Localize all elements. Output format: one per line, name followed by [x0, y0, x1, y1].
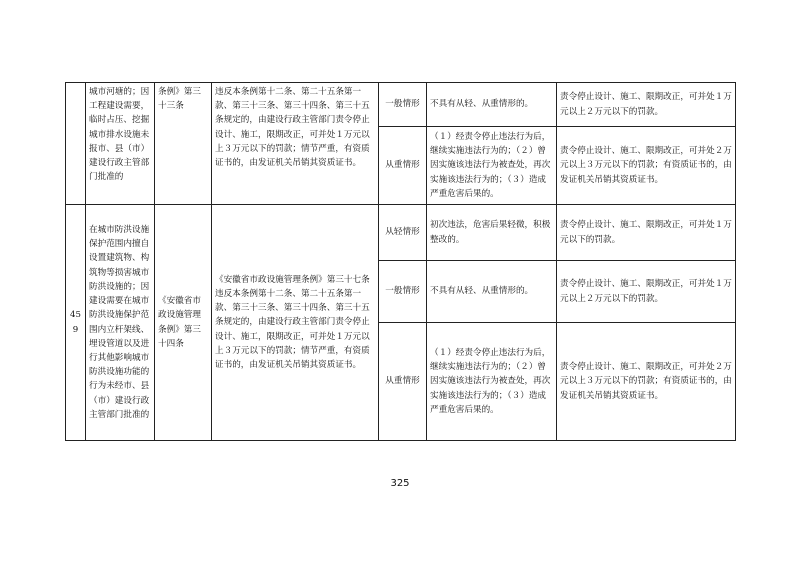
circumstance-condition: （１）经责令停止违法行为后，继续实施违法行为的；（２）曾因实施该违法行为被查处，再次实施该违法行为的；（３）造成严重危害后果的。 [427, 323, 557, 441]
item-number-cell [66, 83, 86, 205]
penalty-standard: 责令停止设计、施工、限期改正，可并处２万元以上３万元以下的罚款；有资质证书的，由发证机关吊销其资质证书。 [557, 323, 736, 441]
circumstance-label: 从重情形 [379, 127, 427, 205]
penalty-standards-table [65, 82, 736, 441]
circumstance-label: 一般情形 [379, 261, 427, 323]
penalty-standard: 责令停止设计、施工、限期改正，可并处１万元以上２万元以下的罚款。 [557, 261, 736, 323]
penalty-standard: 责令停止设计、施工、限期改正，可并处１万元以上２万元以下的罚款。 [557, 83, 736, 127]
penalty-provision-cell: 《安徽省市政设施管理条例》第三十七条 违反本条例第十二条、第二十五条第一款、第三十三条、第三十四条、第三十五条规定的，由建设行政主管部门责令停止设计、施工，限期改正，可并处１万元以上３万元以下的罚款；情节严重，有资质证书的，由发证机关吊销其资质证书。 [212, 205, 379, 441]
circumstance-label: 一般情形 [379, 83, 427, 127]
circumstance-condition: 不具有从轻、从重情形的。 [427, 261, 557, 323]
circumstance-condition: 不具有从轻、从重情形的。 [427, 83, 557, 127]
legal-basis-cell: 条例》第三十三条 [155, 83, 212, 205]
penalty-standard: 责令停止设计、施工、限期改正，可并处２万元以上３万元以下的罚款；有资质证书的，由发证机关吊销其资质证书。 [557, 127, 736, 205]
violation-behavior-cell: 在城市防洪设施保护范围内擅自设置建筑物、构筑物等损害城市防洪设施的；因建设需要在城市防洪设施保护范围内立杆架线、埋设管道以及进行其他影响城市防洪设施功能的行为未经市、县（市）建设行政主管部门批准的 [86, 205, 155, 441]
item-number-cell: 459 [66, 205, 86, 441]
table-row [66, 205, 736, 261]
circumstance-label: 从重情形 [379, 323, 427, 441]
circumstance-condition: （１）经责令停止违法行为后，继续实施违法行为的；（２）曾因实施该违法行为被查处，再次实施该违法行为的；（３）造成严重危害后果的。 [427, 127, 557, 205]
penalty-provision-cell: 违反本条例第十二条、第二十五条第一款、第三十三条、第三十四条、第三十五条规定的，由建设行政主管部门责令停止设计、施工，限期改正，可并处１万元以上３万元以下的罚款；情节严重，有资质证书的，由发证机关吊销其资质证书。 [212, 83, 379, 205]
legal-basis-cell: 《安徽省市政设施管理条例》第三十四条 [155, 205, 212, 441]
circumstance-label: 从轻情形 [379, 205, 427, 261]
page-number: 325 [390, 478, 410, 489]
violation-behavior-cell: 城市河塘的；因工程建设需要，临时占压、挖掘城市排水设施未报市、县（市）建设行政主管部门批准的 [86, 83, 155, 205]
table-row [66, 83, 736, 127]
penalty-standard: 责令停止设计、施工、限期改正，可并处１万元以下的罚款。 [557, 205, 736, 261]
circumstance-condition: 初次违法，危害后果轻微，积极整改的。 [427, 205, 557, 261]
